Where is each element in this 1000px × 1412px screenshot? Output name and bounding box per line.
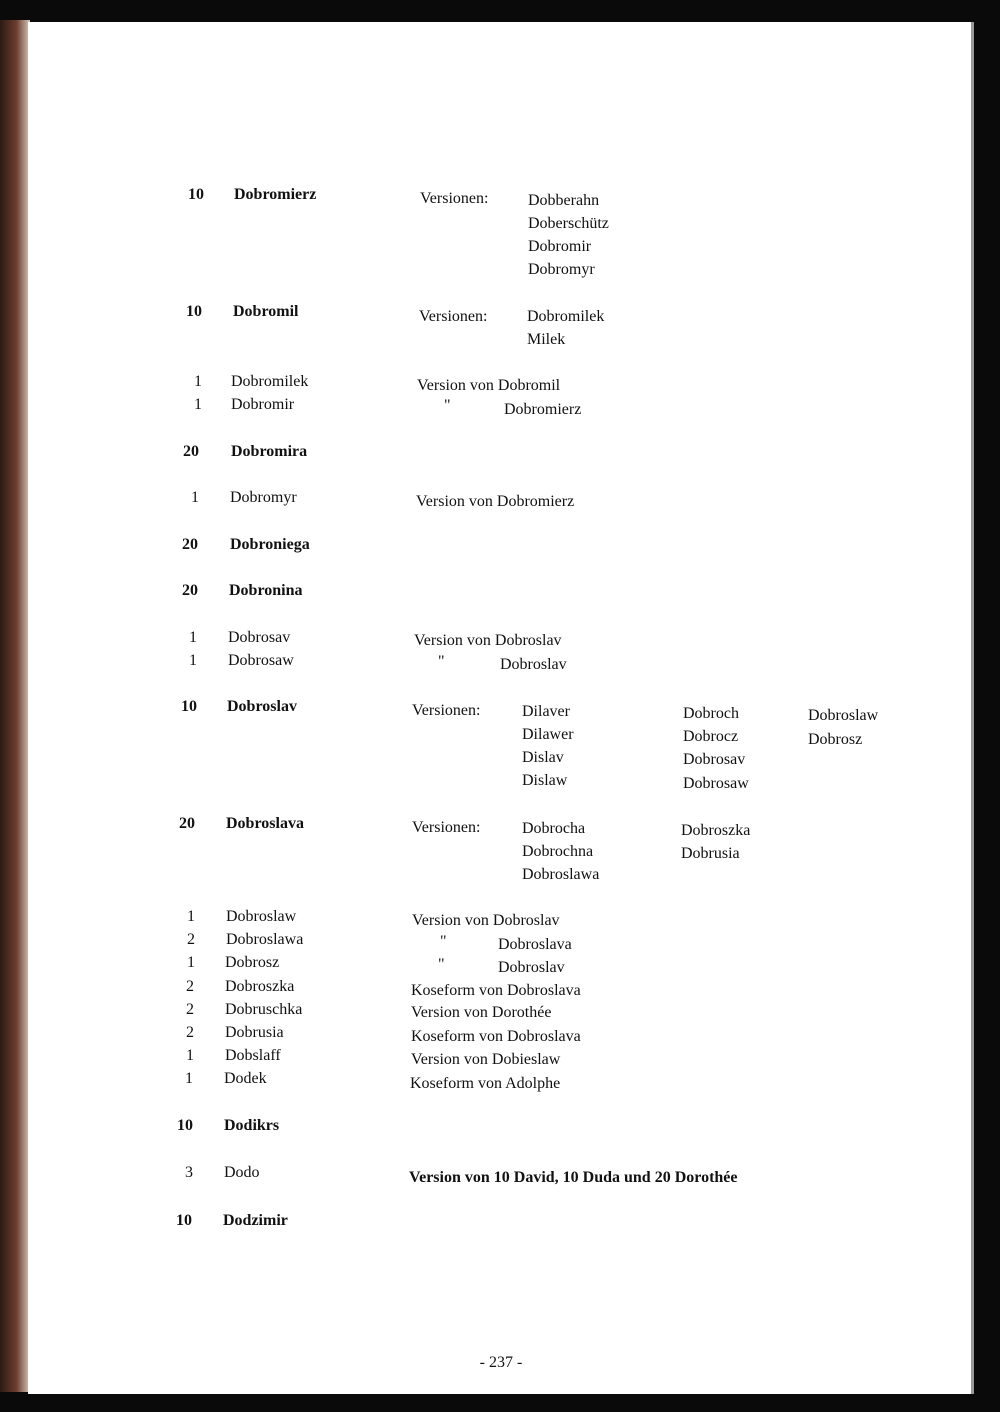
version-value: Dobromilek [527,308,605,325]
version-value: Dobrosav [683,751,746,768]
entry-name: Dobslaff [225,1047,281,1064]
entry-number: 1 [194,373,202,390]
entry-reference: Dobroslav [500,656,567,673]
entry-name: Dobroslava [226,815,304,832]
entry-number: 1 [189,629,197,646]
entry-number: 10 [181,698,197,715]
entry-description: Koseform von Adolphe [410,1075,561,1092]
entry-name: Dobruschka [225,1001,303,1018]
version-value: Dobroslawa [522,866,600,883]
entry-name: Dobroslaw [226,908,297,925]
entry-description: Versionen: [420,190,489,207]
entry-name: Dodikrs [224,1117,280,1134]
entry-number: 3 [185,1164,193,1181]
entry-number: 20 [183,443,199,460]
entry-number: 2 [186,978,194,995]
entry-number: 1 [189,652,197,669]
entry-name: Dobronina [229,582,303,599]
entry-number: 1 [187,908,195,925]
ditto-mark: " [440,933,447,950]
entry-number: 10 [176,1212,192,1229]
entry-number: 2 [186,1024,194,1041]
entry-name: Dobromil [233,303,299,320]
entry-number: 1 [187,954,195,971]
entry-name: Dodzimir [223,1212,288,1229]
version-value: Dobrocha [522,820,586,837]
version-value: Dislav [522,749,564,766]
entry-name: Dobroszka [225,978,295,995]
entry-description: Koseform von Dobroslava [411,1028,581,1045]
version-value: Dobroslaw [808,707,879,724]
version-value: Dobroszka [681,822,751,839]
entry-number: 10 [188,186,204,203]
entry-reference: Dobroslav [498,959,565,976]
entry-description: Version von Dobroslav [412,912,560,929]
entry-description: Koseform von Dobroslava [411,982,581,999]
entry-name: Dobrosz [225,954,280,971]
entry-name: Dobroniega [230,536,310,553]
entry-description: Version von Dorothée [411,1004,552,1021]
entry-number: 20 [182,536,198,553]
entry-reference: Dobroslava [498,936,572,953]
entry-name: Dobromierz [234,186,317,203]
entry-number: 1 [185,1070,193,1087]
entry-number: 2 [186,1001,194,1018]
entry-name: Dobrosaw [228,652,294,669]
entry-name: Dobromyr [230,489,297,506]
entry-description: Version von Dobroslav [414,632,562,649]
ditto-mark: " [438,956,445,973]
entry-name: Dobrosav [228,629,291,646]
version-value: Dilawer [522,726,574,743]
version-value: Dobberahn [528,192,600,209]
entry-description: Version von Dobromil [417,377,561,394]
version-value: Dobrosaw [683,775,749,792]
entry-description: Versionen: [412,819,481,836]
book-spine-edge [0,20,30,1392]
version-value: Doberschütz [528,215,609,232]
entry-description: Version von Dobromierz [416,493,575,510]
version-value: Dobrosz [808,731,863,748]
entry-name: Dobrusia [225,1024,284,1041]
entry-name: Dodek [224,1070,267,1087]
page-number: - 237 - [479,1354,523,1371]
version-value: Dobrusia [681,845,740,862]
entry-name: Dobromilek [231,373,309,390]
entry-number: 1 [186,1047,194,1064]
version-value: Dislaw [522,772,568,789]
version-value: Milek [527,331,566,348]
entry-reference: Dobromierz [504,401,582,418]
entry-description: Versionen: [412,702,481,719]
version-value: Dilaver [522,703,570,720]
entry-number: 1 [191,489,199,506]
entry-name: Dobroslav [227,698,297,715]
page-edge [971,22,974,1394]
version-value: Dobromyr [528,261,595,278]
entry-name: Dobroslawa [226,931,304,948]
document-page [28,22,974,1394]
entry-number: 20 [179,815,195,832]
entry-number: 20 [182,582,198,599]
entry-description: Versionen: [419,308,488,325]
entry-description: Version von Dobieslaw [411,1051,561,1068]
entry-number: 10 [177,1117,193,1134]
entry-description: Version von 10 David, 10 Duda und 20 Dorothée [409,1169,738,1186]
version-value: Dobromir [528,238,592,255]
entry-number: 10 [186,303,202,320]
entry-number: 2 [187,931,195,948]
entry-name: Dobromira [231,443,308,460]
entry-name: Dobromir [231,396,295,413]
ditto-mark: " [444,397,451,414]
entry-name: Dodo [224,1164,260,1181]
version-value: Dobrochna [522,843,594,860]
entry-number: 1 [194,396,202,413]
version-value: Dobrocz [683,728,739,745]
version-value: Dobroch [683,705,739,722]
ditto-mark: " [438,653,445,670]
